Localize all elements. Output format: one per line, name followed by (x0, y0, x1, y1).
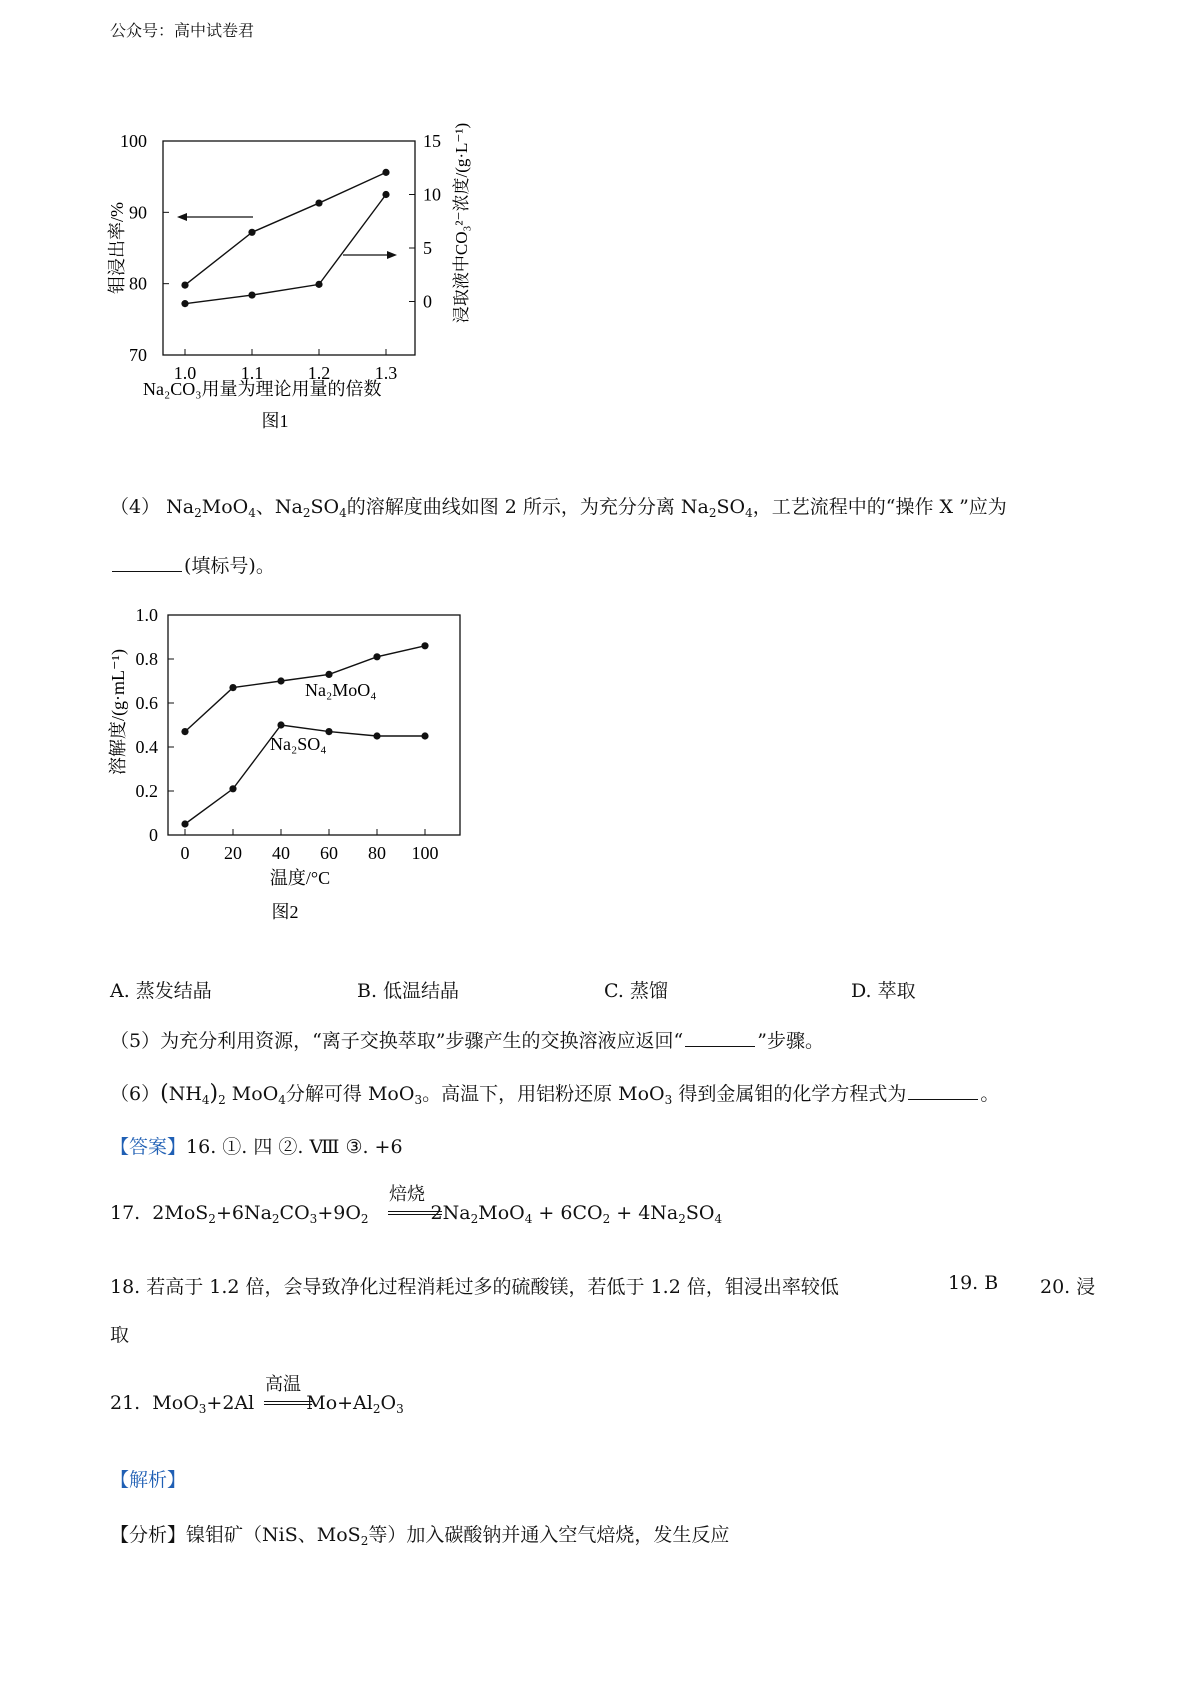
x-tick-label: 0 (180, 843, 190, 863)
y-tick-label: 0 (149, 825, 158, 845)
y-axis-label-right: 浸取液中CO₃²⁻浓度/(g·L⁻¹) (452, 122, 471, 324)
reaction-condition: 高温 (265, 1374, 301, 1395)
data-point (277, 721, 284, 728)
data-point (421, 732, 428, 739)
y-tick-label: 1.0 (135, 605, 158, 625)
data-point (248, 229, 255, 236)
data-point (277, 677, 284, 684)
y-tick-label-right: 0 (423, 291, 432, 312)
formula: $Na_2SO_4$ (274, 496, 347, 520)
x-tick-label: 20 (224, 843, 242, 863)
y-tick-label: 0.4 (135, 737, 158, 757)
y-axis-label-left: 钼浸出率/% (107, 202, 127, 294)
question-4: （4） $Na_2MoO_4$、$Na_2SO_4$的溶解度曲线如图 2 所示，为充分分离 $Na_2SO_4$，工艺流程中的“操作 X ”应为 (110, 496, 1007, 520)
y-tick-label: 0.2 (135, 781, 158, 801)
data-point (325, 671, 332, 678)
formula: ( (160, 1081, 169, 1106)
question-4-blank: (填标号)。 (110, 551, 275, 578)
option-a: A. 蒸发结晶 (110, 980, 212, 1002)
q4-number: （4） (110, 496, 161, 518)
answer-blank (112, 570, 182, 572)
series-line-2 (185, 195, 386, 304)
x-tick-label: 1.3 (374, 363, 398, 383)
figure-1-chart (95, 105, 525, 435)
x-axis-label: 温度/°C (269, 868, 331, 888)
figure-caption: 图2 (271, 902, 299, 922)
y-tick-label: 0.6 (135, 693, 158, 713)
series-label-2: Na₂SO₄ (270, 734, 327, 754)
x-axis-label: Na₂CO₃用量为理论用量的倍数 (143, 379, 382, 399)
y-tick-label-left: 80 (129, 273, 147, 294)
option-b: B. 低温结晶 (357, 980, 460, 1002)
answer-19: 19. B (948, 1272, 999, 1294)
answer-20-cont: 取 (110, 1324, 130, 1346)
y-axis-label: 溶解度/(g·mL⁻¹) (108, 649, 128, 775)
y-tick-label: 0.8 (135, 649, 158, 669)
question-6: $(6)(NH_4)_2$ MoO$_4$分解可得 MoO$_3$。高温下，用铝粉还原 MoO$_3$ 得到金属钼的化学方程式为 。 (110, 1081, 1000, 1107)
x-tick-label: 1.0 (173, 363, 197, 383)
equals-sign (264, 1401, 312, 1405)
data-point (181, 728, 188, 735)
answer-line: 【答案】16. ①. 四 ②. Ⅷ ③. +6 (110, 1136, 403, 1158)
formula: $Na_2SO_4$ (680, 496, 753, 520)
data-point (229, 785, 236, 792)
option-d: D. 萃取 (851, 980, 916, 1002)
x-tick-label: 100 (411, 843, 439, 863)
data-point (248, 291, 255, 298)
plot-frame (163, 141, 415, 355)
data-point (382, 169, 389, 176)
x-tick-label: 40 (272, 843, 290, 863)
analysis-label: 【解析】 (110, 1469, 187, 1491)
page-header: 公众号：高中试卷君 (110, 21, 255, 40)
data-point (181, 820, 188, 827)
arrow-head (177, 213, 187, 221)
fenxi-line: 【分析】镍钼矿（NiS、MoS$_2$等）加入碳酸钠并通入空气焙烧，发生反应 (110, 1524, 730, 1548)
data-point (421, 642, 428, 649)
data-point (181, 281, 188, 288)
answer-21: 21. MoO$_3$+2Al $Mo+Al_2O_3$ (110, 1392, 404, 1416)
y-tick-label-right: 5 (423, 238, 432, 258)
series-label-1: Na₂MoO₄ (305, 680, 377, 700)
answer-label: 【答案】 (110, 1136, 187, 1158)
data-point (315, 199, 322, 206)
reaction-condition: 焙烧 (389, 1184, 425, 1205)
data-point (181, 300, 188, 307)
figure-2-chart (100, 600, 480, 930)
y-tick-label-right: 10 (423, 184, 441, 205)
y-tick-label-right: 15 (423, 131, 441, 151)
equals-sign (388, 1211, 442, 1215)
option-c: C. 蒸馏 (604, 980, 668, 1002)
y-tick-label-left: 100 (120, 131, 147, 151)
answer-blank (908, 1098, 978, 1100)
answer-blank (685, 1045, 755, 1047)
x-tick-label: 1.2 (307, 363, 331, 383)
answer-20: 20. 浸 (1040, 1276, 1096, 1298)
data-point (315, 281, 322, 288)
x-tick-label: 60 (320, 843, 338, 863)
x-tick-label: 1.1 (240, 363, 264, 383)
figure-caption: 图1 (261, 411, 289, 431)
y-tick-label-left: 70 (129, 345, 147, 365)
data-point (382, 191, 389, 198)
answer-18: 18. 若高于 1.2 倍，会导致净化过程消耗过多的硫酸镁，若低于 1.2 倍，钼浸出率较低 (110, 1276, 839, 1298)
formula: $Na_2MoO_4$ (166, 496, 256, 520)
data-point (373, 653, 380, 660)
question-5: （5）为充分利用资源，“离子交换萃取”步骤产生的交换溶液应返回“ ”步骤。 (110, 1030, 824, 1052)
data-point (229, 684, 236, 691)
arrow-head (387, 251, 397, 259)
x-tick-label: 80 (368, 843, 386, 863)
answer-17: 17. $2MoS_2+6Na_2CO_3+9O_2$ $2Na_2MoO_4 + 6CO_2 + 4Na_2SO_4$ (110, 1202, 723, 1226)
y-tick-label-left: 90 (129, 202, 147, 223)
data-point (373, 732, 380, 739)
series-line-1 (185, 172, 386, 285)
